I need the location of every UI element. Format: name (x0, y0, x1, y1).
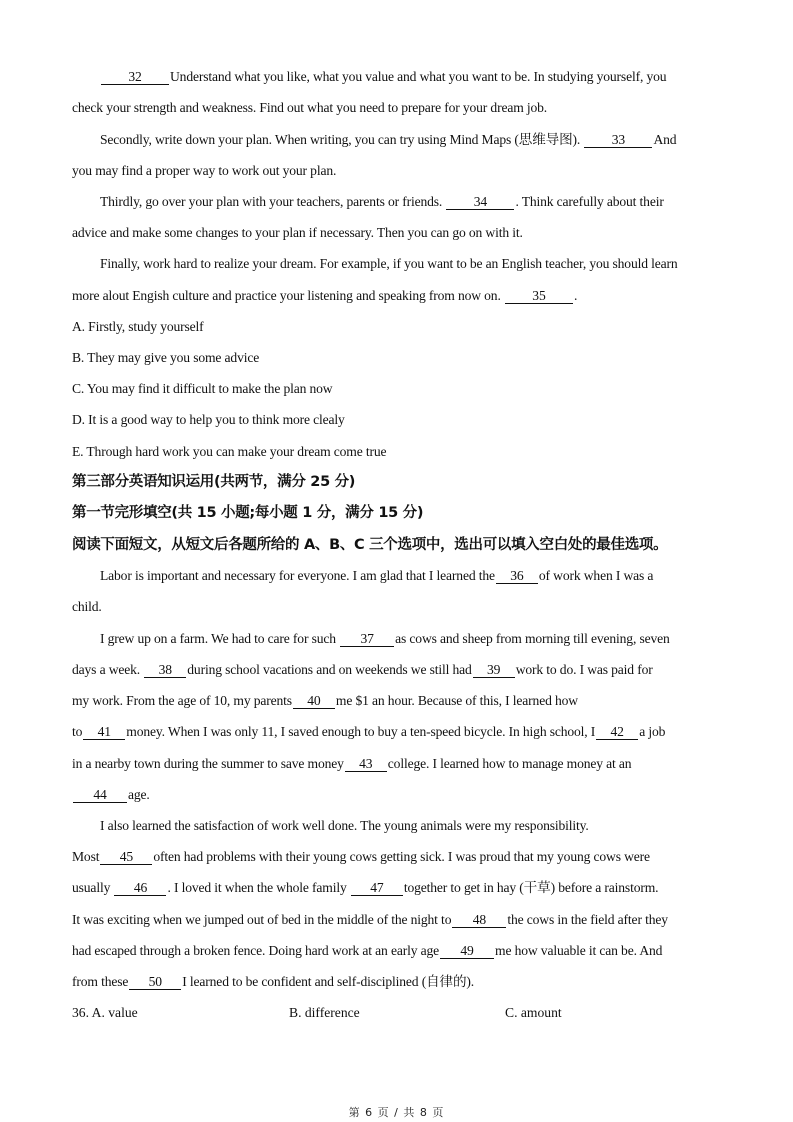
cloze-line-5 (72, 692, 578, 710)
section-title: 第一节完形填空(共 15 小题;每小题 1 分，满分 15 分) (72, 505, 424, 521)
blank-49: 49 (440, 943, 494, 959)
option-d: D. It is a good way to help you to think more clealy (72, 412, 345, 427)
blank-46: 46 (114, 880, 166, 896)
question-36-option-b: B. difference (289, 1005, 360, 1020)
text: usually (72, 880, 114, 895)
paragraph-32-line-2: check your strength and weakness. Find out what you need to prepare for your dream job. (72, 100, 548, 115)
part-title: 第三部分英语知识运用(共两节，满分 25 分) (72, 474, 356, 490)
text: I grew up on a farm. We had to care for such (100, 631, 340, 646)
text: Most (72, 849, 100, 864)
text: college. I learned how to manage money at an (387, 756, 632, 771)
text: during school vacations and on weekends we still had (187, 662, 472, 677)
text: more alout Engish culture and practice your listening and speaking from now on. (72, 288, 504, 303)
blank-50: 50 (129, 974, 181, 990)
paragraph-35-line-1: Finally, work hard to realize your dream. For example, if you want to be an English teacher, you should learn (100, 256, 678, 271)
blank-40: 40 (293, 693, 335, 709)
option-a: A. Firstly, study yourself (72, 319, 204, 334)
text: I learned to be confident and self-disciplined (自律的). (182, 974, 475, 989)
paragraph-33-line-1 (100, 131, 676, 149)
cloze-line-3 (100, 630, 670, 648)
text: . Think carefully about their (515, 194, 664, 209)
text: to (72, 724, 83, 739)
text: And (653, 132, 677, 147)
blank-43: 43 (345, 756, 387, 772)
text: Thirdly, go over your plan with your teachers, parents or friends. (100, 194, 446, 209)
blank-32: 32 (101, 69, 169, 85)
cloze-line-4 (72, 661, 653, 679)
text: me how valuable it can be. And (495, 943, 663, 958)
blank-45: 45 (100, 849, 152, 865)
paragraph-35-line-2 (72, 287, 577, 305)
cloze-line-14 (72, 973, 474, 991)
page-number-footer: 第 6 页 / 共 8 页 (348, 1106, 445, 1119)
text: money. When I was only 11, I saved enough to buy a ten-speed bicycle. In high school, I (126, 724, 596, 739)
text: in a nearby town during the summer to save money (72, 756, 344, 771)
blank-36: 36 (496, 568, 538, 584)
text: had escaped through a broken fence. Doing hard work at an early age (72, 943, 440, 958)
cloze-line-9: I also learned the satisfaction of work well done. The young animals were my responsibility. (100, 818, 589, 833)
option-c: C. You may find it difficult to make the plan now (72, 381, 333, 396)
paragraph-34-line-1 (100, 193, 664, 211)
text: of work when I was a (538, 568, 654, 583)
text: Labor is important and necessary for everyone. I am glad that I learned the (100, 568, 495, 583)
blank-47: 47 (351, 880, 403, 896)
cloze-line-13 (72, 942, 662, 960)
option-e: E. Through hard work you can make your dream come true (72, 444, 387, 459)
blank-37: 37 (340, 631, 394, 647)
cloze-line-1 (100, 567, 653, 585)
text: It was exciting when we jumped out of bed in the middle of the night to (72, 912, 452, 927)
blank-41: 41 (83, 724, 125, 740)
blank-48: 48 (452, 912, 506, 928)
text: days a week. (72, 662, 144, 677)
text: my work. From the age of 10, my parents (72, 693, 292, 708)
cloze-line-8 (72, 786, 150, 804)
text: age. (128, 787, 150, 802)
instruction: 阅读下面短文，从短文后各题所给的 A、B、C 三个选项中，选出可以填入空白处的最佳选项。 (72, 537, 668, 553)
text: Understand what you like, what you value and what you want to be. In studying yourself, you (170, 69, 667, 84)
cloze-line-7 (72, 755, 631, 773)
text: work to do. I was paid for (515, 662, 653, 677)
text: the cows in the field after they (507, 912, 668, 927)
text: . I loved it when the whole family (167, 880, 350, 895)
text: as cows and sheep from morning till evening, seven (395, 631, 670, 646)
blank-34: 34 (446, 194, 514, 210)
question-36-option-c: C. amount (505, 1005, 562, 1020)
cloze-line-12 (72, 911, 668, 929)
cloze-line-2: child. (72, 599, 102, 614)
option-b: B. They may give you some advice (72, 350, 260, 365)
blank-33: 33 (584, 132, 652, 148)
text: together to get in hay (干草) before a rainstorm. (403, 880, 659, 895)
blank-38: 38 (144, 662, 186, 678)
blank-39: 39 (473, 662, 515, 678)
cloze-line-10 (72, 848, 650, 866)
text: me $1 an hour. Because of this, I learned how (335, 693, 578, 708)
cloze-line-11 (72, 879, 658, 897)
text: from these (72, 974, 129, 989)
text: often had problems with their young cows getting sick. I was proud that my young cows were (153, 849, 650, 864)
question-36-option-a: 36. A. value (72, 1005, 138, 1020)
paragraph-32-line-1 (100, 68, 666, 86)
cloze-line-6 (72, 723, 665, 741)
blank-44: 44 (73, 787, 127, 803)
blank-35: 35 (505, 288, 573, 304)
text: . (573, 288, 578, 303)
text: a job (639, 724, 666, 739)
text: Secondly, write down your plan. When writing, you can try using Mind Maps (思维导图). (100, 132, 584, 147)
paragraph-33-line-2: you may find a proper way to work out your plan. (72, 163, 337, 178)
blank-42: 42 (596, 724, 638, 740)
paragraph-34-line-2: advice and make some changes to your plan if necessary. Then you can go on with it. (72, 225, 523, 240)
